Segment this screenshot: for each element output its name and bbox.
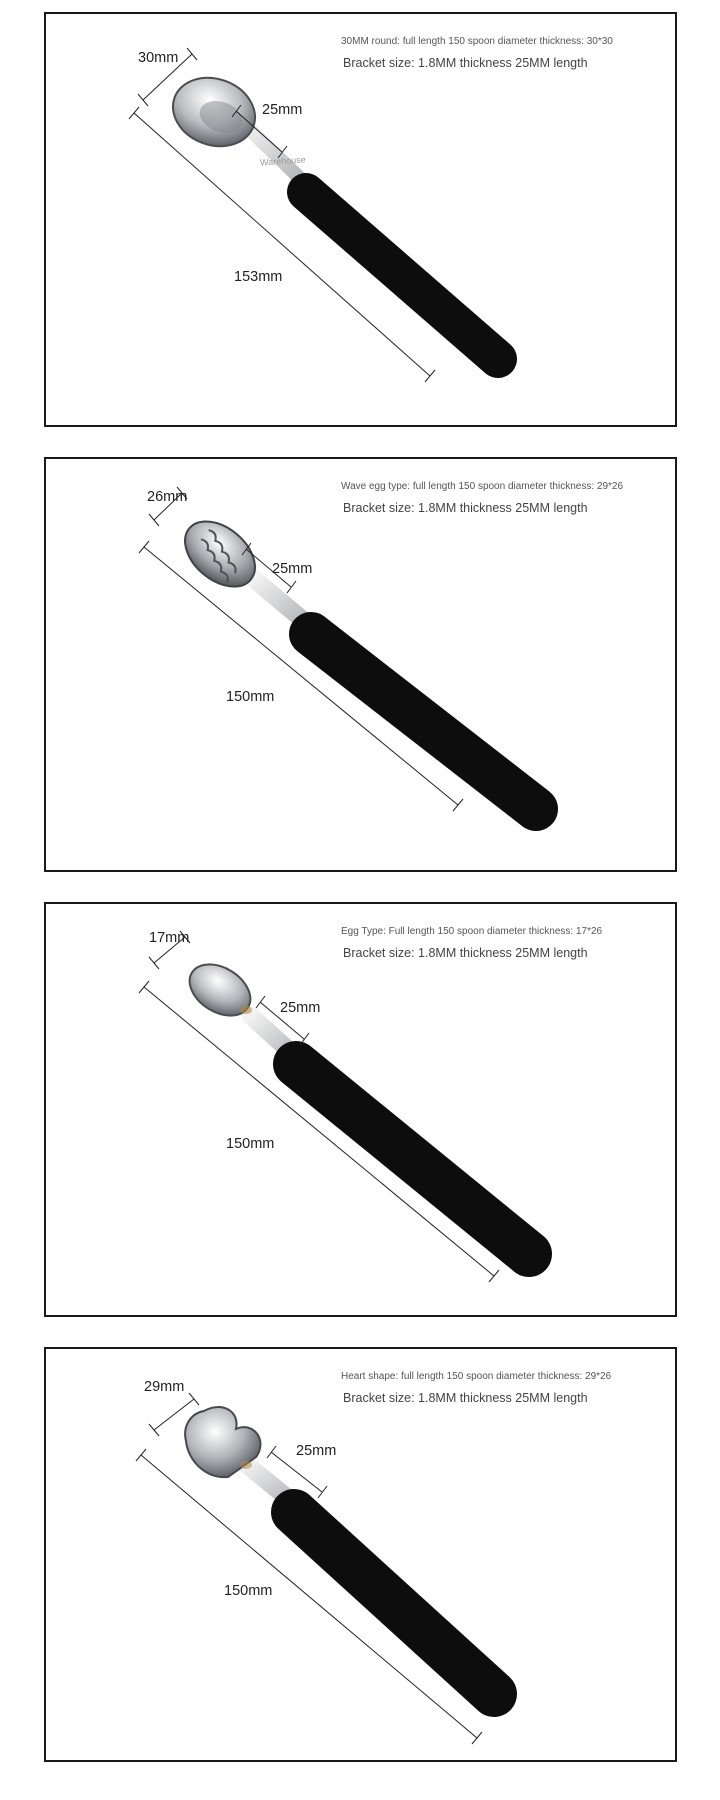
product-panel-heart [44,1347,677,1762]
spec-caption: Heart shape: full length 150 spoon diameter thickness: 29*26 [341,1371,612,1382]
dim-head-label: 17mm [149,930,190,946]
spoon-handle [296,1064,529,1254]
spoon-illustration-wave-egg [46,459,679,874]
bracket-size-text: Bracket size: 1.8MM thickness 25MM length [343,501,588,515]
spec-caption: 30MM round: full length 150 spoon diameter thickness: 30*30 [341,36,613,47]
dim-head-label: 29mm [144,1379,185,1395]
dim-neck-label: 25mm [272,561,313,577]
dim-head-label: 30mm [138,50,179,66]
watermark: Warehouse [259,154,306,168]
product-panel-egg [44,902,677,1317]
spec-caption: Egg Type: Full length 150 spoon diameter thickness: 17*26 [341,926,603,937]
dim-length-label: 150mm [226,689,275,705]
spoon-illustration-round [46,14,679,429]
dim-length-label: 150mm [224,1583,273,1599]
bracket-size-text: Bracket size: 1.8MM thickness 25MM length [343,56,588,70]
dim-length-label: 153mm [234,269,283,285]
spoon-illustration-heart [46,1349,679,1764]
dim-length-label: 150mm [226,1136,275,1152]
dim-neck-label: 25mm [296,1443,337,1459]
spec-caption: Wave egg type: full length 150 spoon diameter thickness: 29*26 [341,481,624,492]
product-panel-round [44,12,677,427]
product-panel-wave-egg [44,457,677,872]
dim-head-label: 26mm [147,489,188,505]
dim-neck-label: 25mm [262,102,303,118]
spoon-handle [306,192,498,359]
spoon-illustration-egg [46,904,679,1319]
dim-neck-label: 25mm [280,1000,321,1016]
spoon-handle [294,1512,494,1694]
bracket-size-text: Bracket size: 1.8MM thickness 25MM length [343,1391,588,1405]
bracket-size-text: Bracket size: 1.8MM thickness 25MM length [343,946,588,960]
spoon-handle [311,634,536,809]
